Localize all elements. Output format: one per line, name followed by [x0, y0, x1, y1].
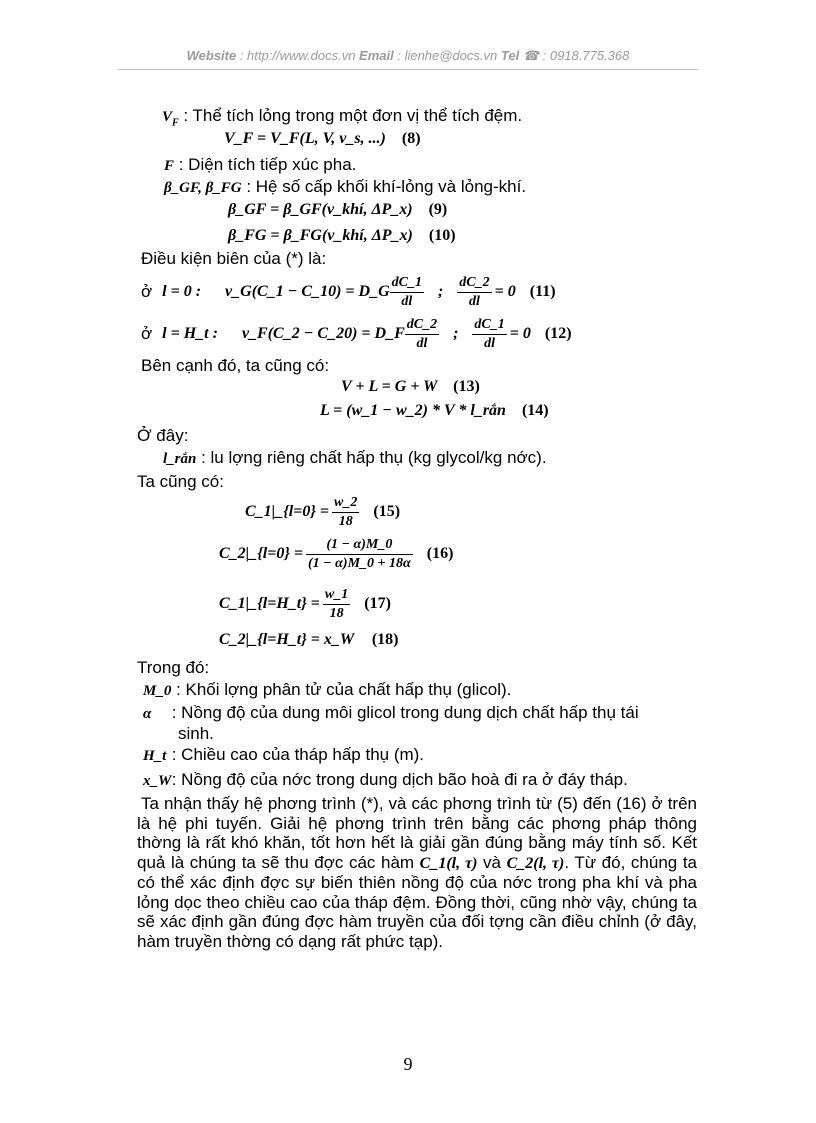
m0-description: : Khối lợng phân tử của chất hấp thụ (glicol).: [171, 680, 512, 699]
xw-symbol: x_W: [143, 773, 172, 789]
equation-17-fraction: [323, 586, 350, 623]
also-heading: Ta cũng có:: [137, 472, 224, 491]
vf-description: : Thể tích lỏng trong một đơn vị thể tích đệm.: [178, 106, 523, 125]
ht-description: : Chiều cao của tháp hấp thụ (m).: [167, 745, 425, 764]
equation-16-lhs: C_2|_{l=0} =: [219, 545, 304, 562]
vf-subscript: F: [172, 117, 179, 129]
equation-16-number: (16): [426, 545, 454, 562]
beta-symbol: β_GF, β_FG: [164, 180, 242, 196]
equation-9-body: β_GF = β_GF(v_khí, ΔP_x): [228, 201, 413, 218]
equation-8-number: (8): [401, 130, 421, 147]
equation-17-denominator: 18: [329, 605, 344, 621]
page-header: [0, 48, 816, 64]
f-symbol: F: [164, 158, 175, 174]
ht-symbol: H_t: [143, 748, 167, 764]
equation-11-rhs: = 0: [494, 283, 516, 300]
here-heading: Ở đây:: [137, 426, 189, 445]
conclusion-text-1: Ta nhận thấy hệ phơng trình (*), và các phơng trình từ (5) đến (16) ở trên là hệ phi tuyến. Giải hệ phơng trình trên bằng các phơng pháp thông thờng là rất khó khăn, tốt hơn hết là giải gần đúng bằng máy tính số. Kết quả là chúng ta sẽ thu đợc các hàm: [137, 794, 697, 872]
equation-11: [141, 272, 556, 312]
lran-line: [163, 448, 547, 469]
equation-13: [341, 377, 480, 397]
conclusion-paragraph: [137, 794, 697, 951]
equation-11-fraction-2: [457, 274, 491, 311]
equation-11-lhs: v_G(C_1 − C_10) = D_G: [225, 283, 390, 300]
equation-11-fraction-1: [390, 274, 424, 311]
equation-11-number: (11): [529, 283, 556, 300]
beta-line: [164, 177, 526, 198]
equation-11-condition: l = 0 :: [162, 283, 202, 300]
equation-12-number: (12): [544, 325, 572, 342]
email-value: : lienhe@docs.vn: [393, 48, 501, 63]
equation-14: [320, 401, 549, 421]
function-c2: C_2(l, τ): [506, 854, 565, 872]
equation-9: [228, 200, 447, 220]
equation-17-numerator: w_1: [323, 586, 350, 605]
alpha-description-continued: sinh.: [178, 724, 214, 743]
equation-12-lhs: v_F(C_2 − C_20) = D_F: [241, 325, 405, 342]
equation-12-at: ở: [141, 324, 153, 343]
equation-14-number: (14): [521, 402, 549, 419]
conclusion-text-2: . Từ đó, chúng ta có thể xác định đợc sự biến thiên nồng độ của nớc trong pha khí và pha lỏng dọc theo chiều cao của tháp đệm. Đồng thời, cũng nhờ vậy, chúng ta sẽ xác định gần đúng đợc hàm truyền của đối tợng cần điều chỉnh (ở đây, hàm truyền thờng có dạng rất phức tạp).: [137, 852, 697, 951]
equation-10-number: (10): [428, 227, 456, 244]
lran-description: : lu lợng riêng chất hấp thụ (kg glycol/kg nớc).: [196, 448, 547, 467]
where-heading: Trong đó:: [137, 658, 210, 677]
equation-15-denominator: 18: [338, 513, 353, 529]
f-description: : Diện tích tiếp xúc pha.: [174, 155, 357, 174]
equation-15-number: (15): [373, 503, 401, 520]
m0-symbol: M_0: [143, 683, 172, 699]
alpha-line: [143, 703, 639, 724]
equation-15-lhs: C_1|_{l=0} =: [245, 503, 330, 520]
alpha-symbol: α: [143, 706, 152, 722]
equation-18: [219, 630, 399, 650]
conclusion-and: và: [477, 852, 507, 872]
equation-16-fraction: [306, 536, 413, 573]
xw-line: [143, 770, 628, 791]
equation-13-number: (13): [453, 378, 480, 395]
equation-15-fraction: [332, 494, 359, 531]
page-number: 9: [403, 1054, 413, 1074]
equation-18-body: C_2|_{l=H_t} = x_W: [219, 631, 354, 648]
equation-12-numerator-2: dC_1: [472, 316, 506, 335]
equation-12-fraction-1: [405, 316, 439, 353]
equation-12-separator: ;: [453, 325, 459, 342]
function-c1: C_1(l, τ): [419, 854, 478, 872]
equation-16-numerator: (1 − α)M_0: [306, 536, 413, 555]
equation-11-numerator-1: dC_1: [390, 274, 424, 293]
alpha-description: : Nồng độ của dung môi glicol trong dung dịch chất hấp thụ tái: [167, 703, 639, 722]
header-rule: [118, 69, 698, 70]
equation-11-denominator-1: dl: [401, 293, 413, 309]
website-value: : http://www.docs.vn: [236, 48, 360, 63]
equation-8-body: V_F = V_F(L, V, v_s, ...): [224, 130, 386, 147]
equation-12-denominator-1: dl: [416, 335, 428, 351]
f-line: [164, 155, 356, 176]
equation-17-lhs: C_1|_{l=H_t} =: [219, 595, 320, 612]
besides-heading: Bên cạnh đó, ta cũng có:: [141, 356, 330, 375]
equation-11-at: ở: [141, 282, 153, 301]
beta-description: : Hệ số cấp khối khí-lỏng và lỏng-khí.: [241, 177, 527, 196]
equation-17: [219, 584, 391, 624]
equation-8: [224, 129, 421, 149]
equation-10: [228, 226, 456, 246]
boundary-heading: Điều kiện biên của (*) là:: [141, 249, 327, 268]
equation-12-fraction-2: [472, 316, 506, 353]
equation-18-number: (18): [371, 631, 399, 648]
equation-11-separator: ;: [437, 283, 444, 300]
equation-12-condition: l = H_t :: [162, 325, 218, 342]
equation-17-number: (17): [364, 595, 391, 612]
tel-value: ☎ : 0918.775.368: [519, 48, 630, 63]
ht-line: [143, 745, 424, 766]
equation-15-numerator: w_2: [332, 494, 359, 513]
equation-10-body: β_FG = β_FG(v_khí, ΔP_x): [228, 227, 413, 244]
tel-label: Tel: [500, 48, 520, 63]
equation-12-numerator-1: dC_2: [405, 316, 439, 335]
vf-symbol: V: [162, 109, 173, 125]
equation-15: [245, 492, 400, 532]
xw-description: : Nồng độ của nớc trong dung dịch bão hoà đi ra ở đáy tháp.: [167, 770, 628, 789]
equation-11-denominator-2: dl: [469, 293, 480, 309]
lran-symbol: l_rắn: [163, 451, 197, 467]
website-label: Website: [186, 48, 237, 63]
equation-13-body: V + L = G + W: [341, 378, 438, 395]
m0-line: [143, 680, 511, 701]
equation-16-denominator: (1 − α)M_0 + 18α: [308, 555, 411, 571]
email-label: Email: [359, 48, 394, 63]
equation-12-denominator-2: dl: [484, 335, 496, 351]
equation-12: [141, 314, 572, 354]
equation-16: [219, 533, 453, 575]
equation-14-body: L = (w_1 − w_2) * V * l_rắn: [320, 402, 506, 419]
equation-9-number: (9): [428, 201, 448, 218]
equation-12-rhs: = 0: [509, 325, 531, 342]
equation-11-numerator-2: dC_2: [457, 274, 491, 293]
